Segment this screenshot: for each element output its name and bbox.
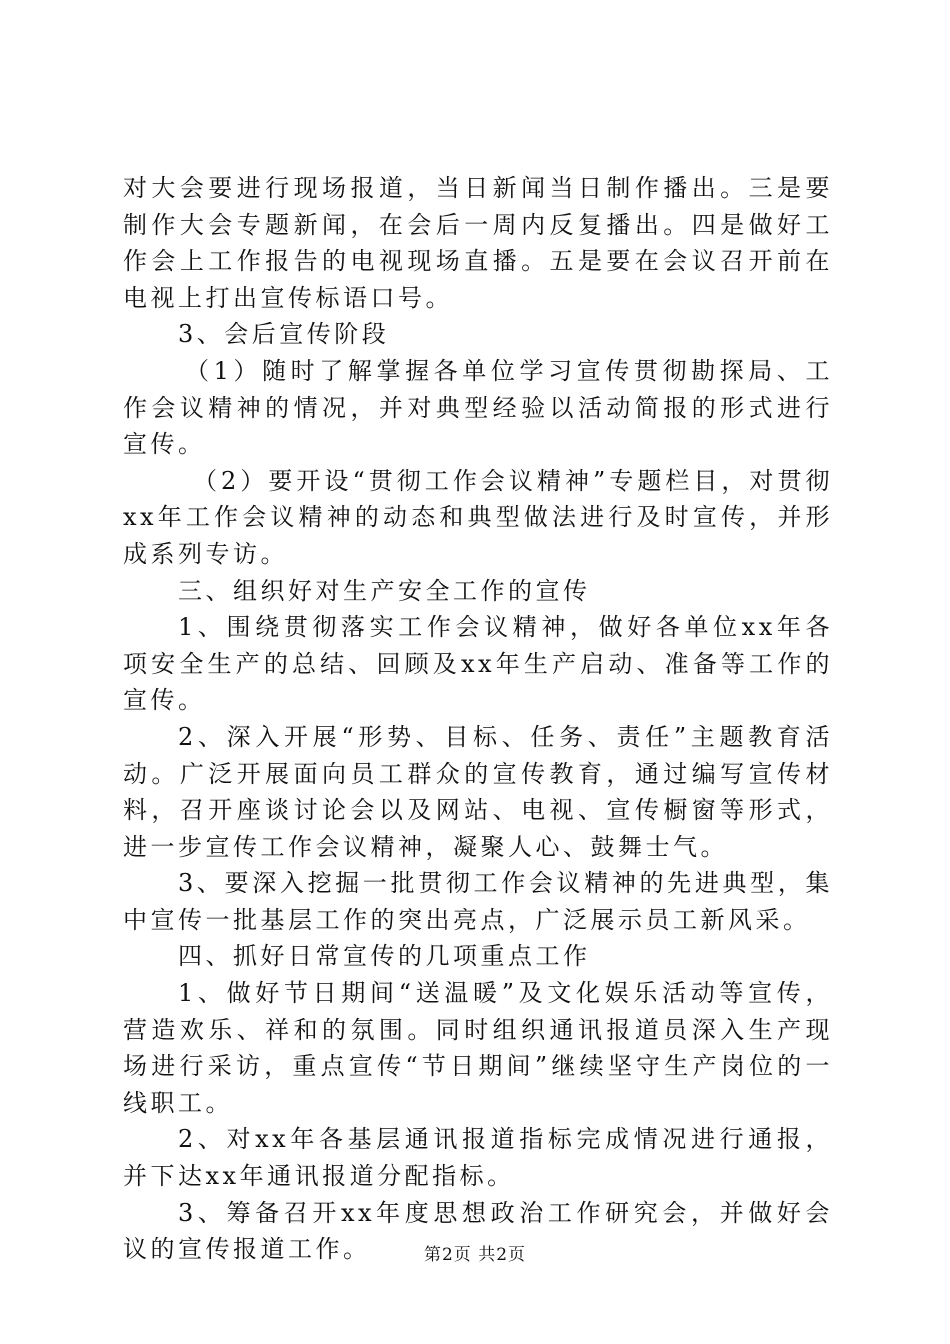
paragraph: 1、做好节日期间“送温暖”及文化娱乐活动等宣传，营造欢乐、祥和的氛围。同时组织通讯报道员深入生产现场进行采访，重点宣传“节日期间”继续坚守生产岗位的一线职工。 <box>123 979 833 1117</box>
section-heading: 三、组织好对生产安全工作的宣传 <box>178 576 591 605</box>
paragraph: 3、筹备召开xx年度思想政治工作研究会，并做好会议的宣传报道工作。 <box>123 1198 833 1264</box>
paragraph: （1）随时了解掌握各单位学习宣传贯彻勘探局、工作会议精神的情况，并对典型经验以活动简报的形式进行宣传。 <box>123 356 833 459</box>
document-body <box>123 170 833 1268</box>
paragraph: 2、深入开展“形势、目标、任务、责任”主题教育活动。广泛开展面向员工群众的宣传教育，通过编写宣传材料，召开座谈讨论会以及网站、电视、宣传橱窗等形式，进一步宣传工作会议精神，凝聚人心、鼓舞士气。 <box>123 722 833 861</box>
paragraph: （2）要开设“贯彻工作会议精神”专题栏目，对贯彻xx年工作会议精神的动态和典型做法进行及时宣传，并形成系列专访。 <box>123 466 833 568</box>
section-heading: 3、会后宣传阶段 <box>178 320 390 349</box>
paragraph: 对大会要进行现场报道，当日新闻当日制作播出。三是要制作大会专题新闻，在会后一周内反复播出。四是做好工作会上工作报告的电视现场直播。五是要在会议召开前在电视上打出宣传标语口号。 <box>123 174 833 312</box>
page-number-footer: 第2页 共2页 <box>423 1245 527 1265</box>
paragraph: 3、要深入挖掘一批贯彻工作会议精神的先进典型，集中宣传一批基层工作的突出亮点，广泛展示员工新风采。 <box>123 869 833 934</box>
paragraph: 1、围绕贯彻落实工作会议精神，做好各单位xx年各项安全生产的总结、回顾及xx年生产启动、准备等工作的宣传。 <box>123 613 833 715</box>
paragraph: 2、对xx年各基层通讯报道指标完成情况进行通报，并下达xx年通讯报道分配指标。 <box>123 1125 833 1191</box>
section-heading: 四、抓好日常宣传的几项重点工作 <box>178 942 591 971</box>
